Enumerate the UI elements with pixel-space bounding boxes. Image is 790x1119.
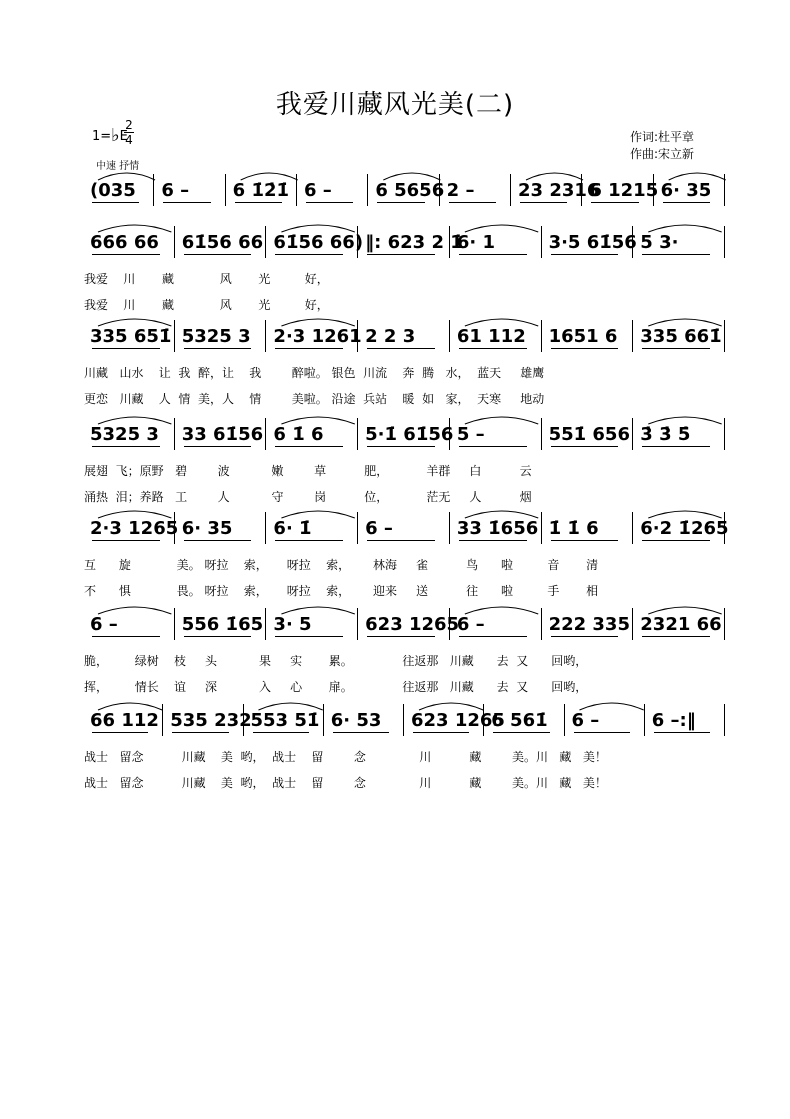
flat-symbol: ♭ bbox=[111, 125, 120, 146]
measure: 6 5656 bbox=[375, 180, 445, 201]
beam-line bbox=[574, 732, 630, 733]
lyric-line: 脆， 绿树 枝 头 果 实 累。 往返那 川藏 去 又 回哟， bbox=[84, 654, 588, 668]
score-row bbox=[0, 518, 790, 598]
measure: 5 3· bbox=[640, 232, 679, 253]
score-row bbox=[0, 710, 790, 790]
beam-line bbox=[459, 636, 527, 637]
key-signature bbox=[92, 124, 128, 145]
measure: 6 –:‖ bbox=[651, 710, 696, 731]
measure: 6· 53 bbox=[330, 710, 382, 731]
beam-line bbox=[92, 254, 160, 255]
measure: 6 1215 bbox=[589, 180, 659, 201]
measure: 2 – bbox=[446, 180, 475, 201]
beam-line bbox=[92, 348, 160, 349]
slur-arc bbox=[98, 511, 171, 518]
measure: 1̇ 1̇ 6 bbox=[548, 518, 599, 539]
lyric-line: 更恋 川藏 人 情 美，人 情 美啦。 沿途 兵站 暖 如 家， 天寒 地动 bbox=[84, 392, 545, 406]
beam-line bbox=[306, 202, 353, 203]
beam-line bbox=[367, 348, 435, 349]
slur-arc bbox=[465, 319, 538, 326]
beam-line bbox=[184, 446, 252, 447]
measure: 5325 3 bbox=[181, 326, 251, 347]
lyric-line: 战士 留念 川藏 美 哟， 战士 留 念 川 藏 美。川 藏 美！ bbox=[84, 750, 607, 764]
measure: 6 1̇ 6 bbox=[273, 424, 324, 445]
meter-bottom: 4 bbox=[125, 133, 133, 147]
slur-arc bbox=[580, 703, 644, 710]
measure: 6 1̇2̇1̇ bbox=[232, 180, 290, 201]
slur-arc bbox=[259, 703, 323, 710]
slur-layer bbox=[0, 410, 790, 430]
measure: 666 66 bbox=[90, 232, 159, 253]
measure: 553 51̇ bbox=[250, 710, 320, 731]
beam-line bbox=[275, 446, 343, 447]
lyric-line: 不 惧 畏。 呀拉 索， 呀拉 索， 迎来 送 往 啦 手 相 bbox=[84, 584, 599, 598]
slur-arc bbox=[419, 703, 483, 710]
score-row bbox=[0, 326, 790, 406]
beam-line bbox=[184, 540, 252, 541]
slur-arc bbox=[241, 173, 298, 180]
measure: 1651 6 bbox=[548, 326, 618, 347]
beam-line bbox=[459, 446, 527, 447]
key-prefix: 1= bbox=[92, 129, 112, 144]
measure: 6 – bbox=[90, 614, 118, 635]
slur-layer bbox=[0, 312, 790, 332]
song-title: 我爱川藏风光美(二) bbox=[275, 90, 515, 120]
measure: 2·3 1261 bbox=[273, 326, 362, 347]
measure: 6·2 1̇265 bbox=[640, 518, 729, 539]
meter-top: 2 bbox=[125, 118, 133, 132]
slur-arc bbox=[98, 607, 171, 614]
beam-line bbox=[459, 348, 527, 349]
slur-layer bbox=[0, 166, 790, 186]
measure: 5·1̇ 61̇56 bbox=[365, 424, 454, 445]
lyric-line: 展翅 飞；原野 碧 波 嫩 草 肥， 羊群 白 云 bbox=[84, 464, 532, 478]
beam-line bbox=[642, 348, 710, 349]
beam-line bbox=[172, 732, 228, 733]
beam-line bbox=[92, 202, 139, 203]
slur-arc bbox=[465, 511, 538, 518]
measure: 222 335 bbox=[548, 614, 630, 635]
slur-layer bbox=[0, 504, 790, 524]
slur-layer bbox=[0, 218, 790, 238]
beam-line bbox=[253, 732, 309, 733]
beam-line bbox=[459, 254, 527, 255]
measure: 33 1̇656 bbox=[456, 518, 539, 539]
measure: 3· 5 bbox=[273, 614, 312, 635]
slur-arc bbox=[648, 607, 721, 614]
slur-arc bbox=[98, 319, 171, 326]
slur-layer bbox=[0, 600, 790, 620]
measure: 623 1265 bbox=[411, 710, 505, 731]
slur-arc bbox=[281, 511, 354, 518]
beam-line bbox=[184, 254, 252, 255]
measure: 6· 1̇ bbox=[273, 518, 312, 539]
beam-line bbox=[92, 732, 148, 733]
measure: 2 2 3 bbox=[365, 326, 416, 347]
measure: 551̇ 656 bbox=[548, 424, 630, 445]
beam-line bbox=[92, 540, 160, 541]
beam-line bbox=[333, 732, 389, 733]
measure: 556 1̇65 bbox=[181, 614, 264, 635]
measure: 5 – bbox=[456, 424, 485, 445]
slur-arc bbox=[465, 607, 538, 614]
slur-arc bbox=[526, 173, 583, 180]
beam-line bbox=[642, 254, 710, 255]
lyric-line: 战士 留念 川藏 美 哟， 战士 留 念 川 藏 美。川 藏 美！ bbox=[84, 776, 607, 790]
lyric-line: 涌热 泪；养路 工 人 守 岗 位， 茫无 人 烟 bbox=[84, 490, 532, 504]
beam-line bbox=[367, 540, 435, 541]
beam-line bbox=[92, 636, 160, 637]
beam-line bbox=[449, 202, 496, 203]
measure: 6· 1 bbox=[456, 232, 495, 253]
beam-line bbox=[275, 348, 343, 349]
slur-arc bbox=[98, 225, 171, 232]
measure: 33 61̇56 bbox=[181, 424, 264, 445]
beam-line bbox=[235, 202, 282, 203]
slur-arc bbox=[98, 173, 155, 180]
slur-arc bbox=[648, 417, 721, 424]
slur-arc bbox=[465, 225, 538, 232]
measure: 6· 35 bbox=[181, 518, 233, 539]
beam-line bbox=[184, 636, 252, 637]
beam-line bbox=[377, 202, 424, 203]
beam-line bbox=[520, 202, 567, 203]
measure: 2·3 1265 bbox=[90, 518, 179, 539]
measure: 6 – bbox=[365, 518, 393, 539]
beam-line bbox=[591, 202, 638, 203]
beam-line bbox=[275, 254, 343, 255]
beam-line bbox=[184, 348, 252, 349]
measure: 6 – bbox=[571, 710, 600, 731]
beam-line bbox=[642, 446, 710, 447]
beam-line bbox=[551, 636, 619, 637]
measure: 66 112 bbox=[90, 710, 159, 731]
slur-arc bbox=[98, 703, 162, 710]
measure: 535 232 bbox=[170, 710, 252, 731]
beam-line bbox=[413, 732, 469, 733]
lyric-line: 川藏 山水 让 我 醉，让 我 醉啦。 银色 川流 奔 腾 水， 蓝天 雄鹰 bbox=[84, 366, 545, 380]
measure: 2321 66 bbox=[640, 614, 722, 635]
measure: 6 – bbox=[456, 614, 485, 635]
slur-arc bbox=[281, 225, 354, 232]
beam-line bbox=[459, 540, 527, 541]
beam-line bbox=[275, 636, 343, 637]
lyric-line: 挥， 情长 谊 深 入 心 扉。 往返那 川藏 去 又 回哟， bbox=[84, 680, 588, 694]
measure: 3·5 61̇56 bbox=[548, 232, 637, 253]
slur-arc bbox=[281, 607, 354, 614]
measure: 5325 3 bbox=[90, 424, 159, 445]
score-row bbox=[0, 424, 790, 504]
lyric-line: 我爱 川 藏 风 光 好， bbox=[84, 272, 329, 286]
beam-line bbox=[163, 202, 210, 203]
slur-arc bbox=[648, 511, 721, 518]
time-signature bbox=[124, 118, 134, 147]
tempo-marking: 中速 抒情 bbox=[96, 161, 140, 172]
slur-arc bbox=[648, 319, 721, 326]
beam-line bbox=[663, 202, 710, 203]
slur-arc bbox=[383, 173, 440, 180]
composer-credit: 作曲:宋立新 bbox=[630, 147, 695, 161]
slur-arc bbox=[98, 417, 171, 424]
measure: 3̇ 3̇ 5̇ bbox=[640, 424, 691, 445]
measure: 61̇56 66 bbox=[181, 232, 264, 253]
measure: 61̇56 66) bbox=[273, 232, 364, 253]
beam-line bbox=[551, 254, 619, 255]
beam-line bbox=[642, 540, 710, 541]
slur-layer bbox=[0, 696, 790, 716]
measure: 6 – bbox=[161, 180, 190, 201]
beam-line bbox=[275, 540, 343, 541]
lyric-line: 我爱 川 藏 风 光 好， bbox=[84, 298, 329, 312]
slur-arc bbox=[669, 173, 726, 180]
measure: ‖: 623 2 1̇ bbox=[365, 232, 463, 253]
key-note: E bbox=[119, 129, 128, 144]
lyric-line: 互 旋 美。 呀拉 索， 呀拉 索， 林海 雀 鸟 啦 音 清 bbox=[84, 558, 599, 572]
measure: 6 561̇ bbox=[491, 710, 548, 731]
beam-line bbox=[367, 446, 435, 447]
measure: 335 651̇ bbox=[90, 326, 172, 347]
slur-arc bbox=[648, 225, 721, 232]
beam-line bbox=[654, 732, 710, 733]
measure: (035 bbox=[90, 180, 136, 201]
score-row bbox=[0, 232, 790, 312]
beam-line bbox=[367, 636, 435, 637]
measure: 335 661̇ bbox=[640, 326, 722, 347]
measure: 23 2316 bbox=[518, 180, 600, 201]
beam-line bbox=[551, 446, 619, 447]
beam-line bbox=[551, 540, 619, 541]
beam-line bbox=[367, 254, 435, 255]
slur-arc bbox=[281, 417, 354, 424]
beam-line bbox=[493, 732, 549, 733]
score-row bbox=[0, 614, 790, 694]
beam-line bbox=[642, 636, 710, 637]
lyricist-credit: 作词:杜平章 bbox=[630, 130, 695, 144]
measure: 6· 35 bbox=[660, 180, 712, 201]
beam-line bbox=[92, 446, 160, 447]
slur-arc bbox=[465, 417, 538, 424]
measure: 623 1265 bbox=[365, 614, 460, 635]
beam-line bbox=[551, 348, 619, 349]
measure: 61 112 bbox=[456, 326, 526, 347]
slur-arc bbox=[281, 319, 354, 326]
measure: 6 – bbox=[304, 180, 332, 201]
